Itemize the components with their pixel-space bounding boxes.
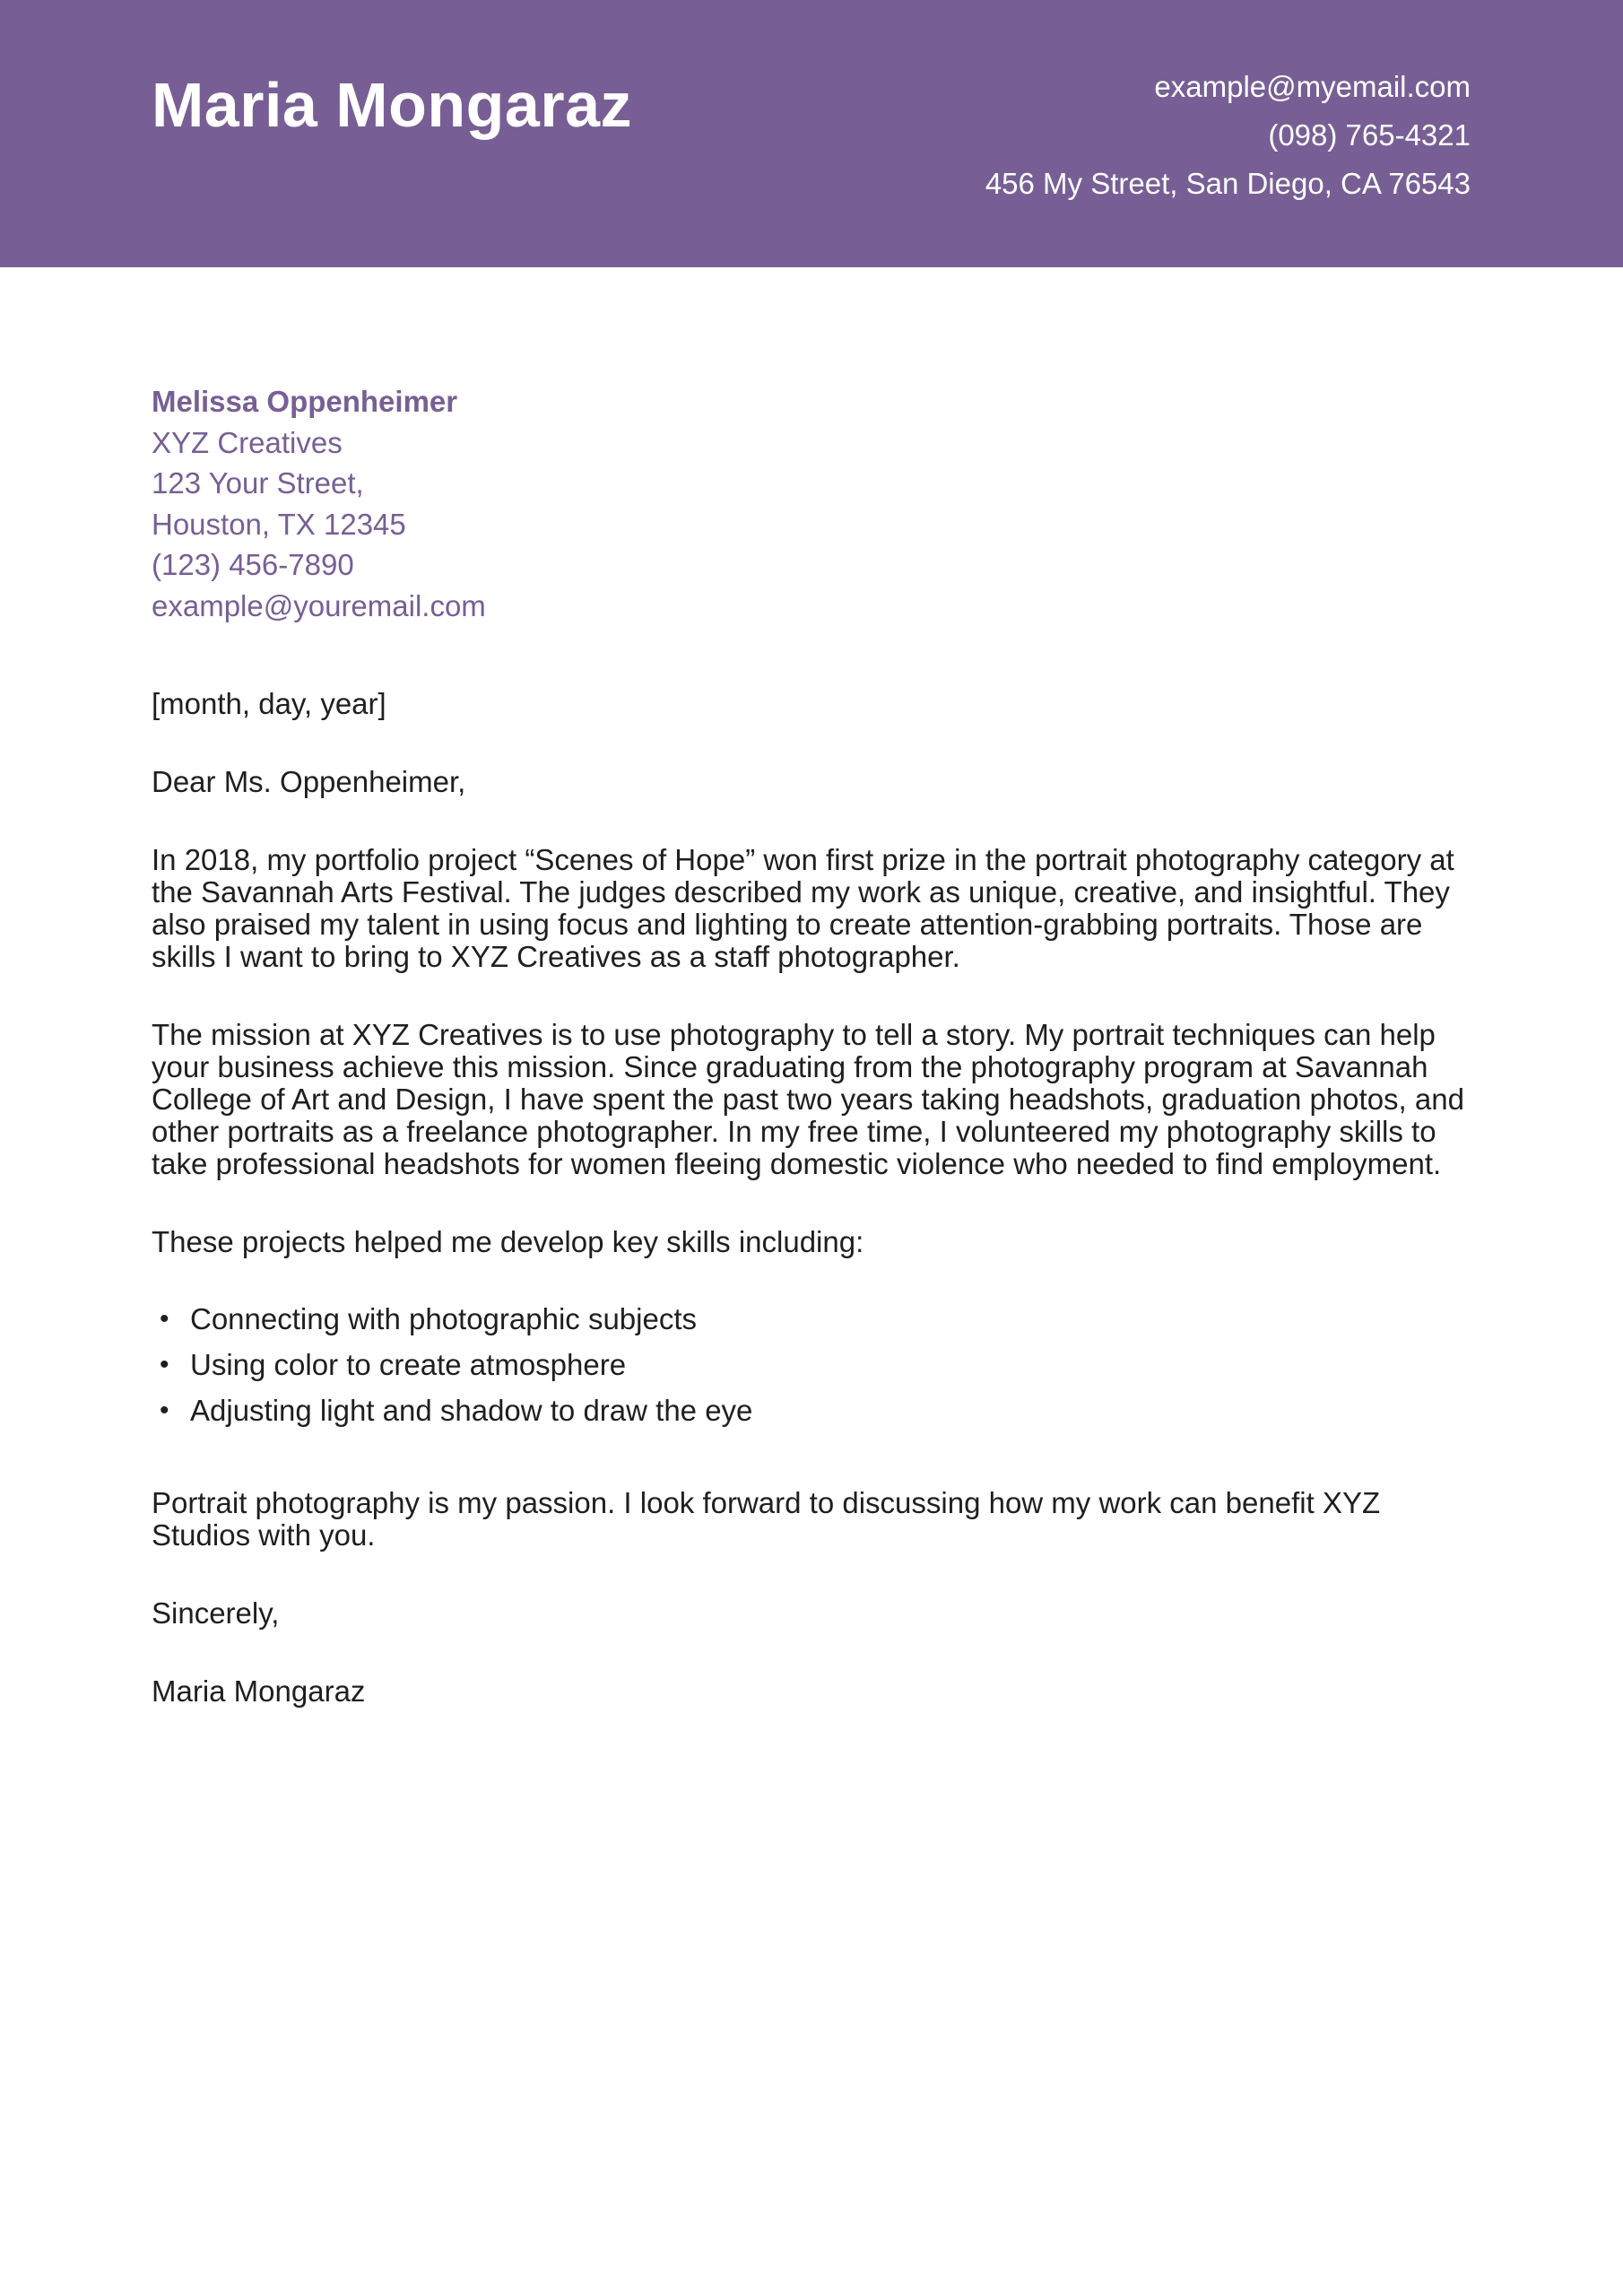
recipient-company: XYZ Creatives [152,425,343,459]
skill-text: Connecting with photographic subjects [190,1302,698,1335]
sender-contact [985,63,1471,208]
recipient-email: example@youremail.com [152,588,486,622]
skill-text: Adjusting light and shadow to draw the eye [190,1394,753,1427]
sender-address: 456 My Street, San Diego, CA 76543 [985,167,1471,200]
bullet-icon: • [160,1350,169,1379]
paragraph-closing: Portrait photography is my passion. I look forward to discussing how my work can benefit XYZ Studios with you. [152,1486,1381,1552]
letter-date: [month, day, year] [152,687,386,720]
skills-list [152,1296,1479,1433]
closing: Sincerely, [152,1596,280,1630]
skill-text: Using color to create atmosphere [190,1348,627,1381]
paragraph-intro: In 2018, my portfolio project “Scenes of Hope” won first prize in the portrait photography category at the Savannah Arts Festival. The judges described my work as unique, creative, and insightful. They also praised my talent in using focus and lighting to create attention-grabbing portraits. Those are skills I want to bring to XYZ Creatives as a staff photographer. [152,843,1454,973]
list-item [152,1387,1479,1433]
sender-email: example@myemail.com [1154,70,1471,103]
recipient-street: 123 Your Street, [152,466,364,500]
sender-name: Maria Mongaraz [152,70,632,140]
recipient-city: Houston, TX 12345 [152,507,406,541]
header-banner [0,0,1623,267]
letter-body [152,688,1479,1753]
sender-phone: (098) 765-4321 [1268,118,1471,152]
recipient-block [152,381,486,626]
skills-intro: These projects helped me develop key skills including: [152,1225,864,1258]
bullet-icon: • [160,1396,169,1425]
list-item [152,1296,1479,1342]
bullet-icon: • [160,1304,169,1334]
recipient-name: Melissa Oppenheimer [152,385,458,418]
recipient-phone: (123) 456-7890 [152,548,354,581]
salutation: Dear Ms. Oppenheimer, [152,765,466,798]
list-item [152,1342,1479,1387]
signature: Maria Mongaraz [152,1674,366,1708]
paragraph-mission: The mission at XYZ Creatives is to use photography to tell a story. My portrait techniques can help your business achieve this mission. Since graduating from the photography program at Savannah College of Art and Design, I have spent the past two years taking headshots, graduation photos, and other portraits as a freelance photographer. In my free time, I volunteered my photography skills to take professional headshots for women fleeing domestic violence who needed to find employment. [152,1018,1464,1180]
